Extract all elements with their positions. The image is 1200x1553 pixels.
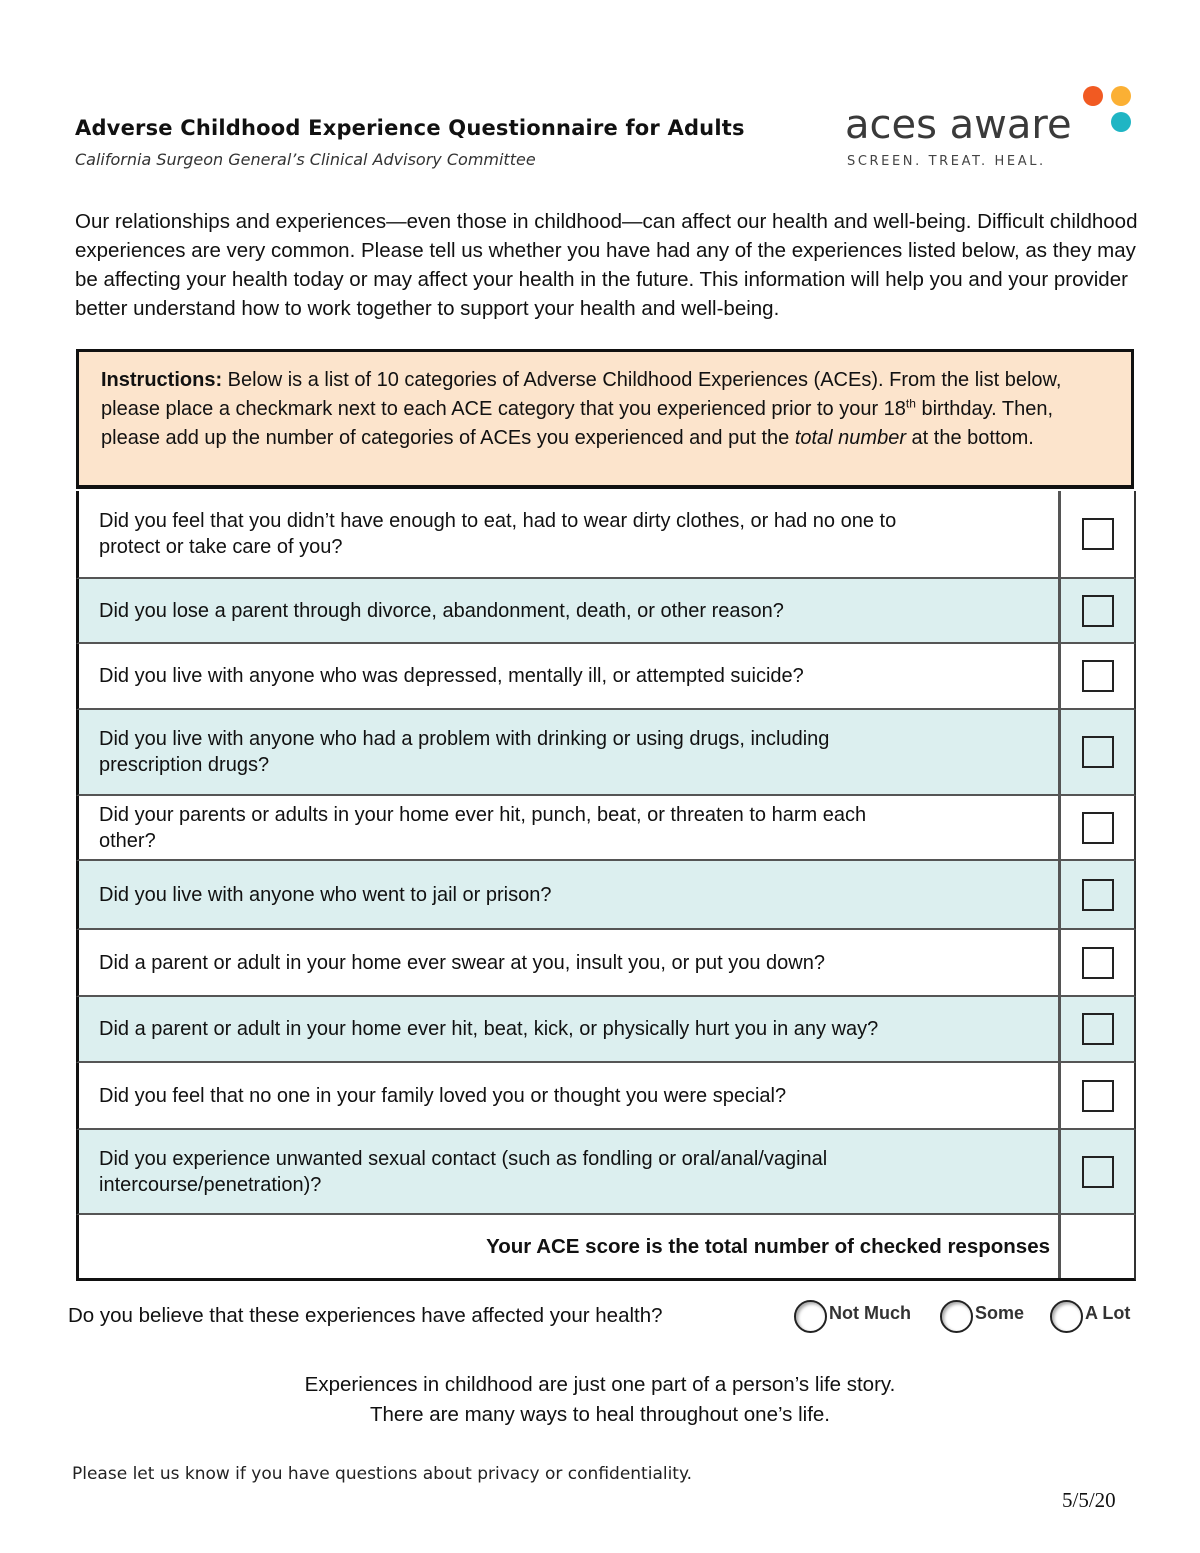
question-text: Did a parent or adult in your home ever hit, beat, kick, or physically hurt you in any way? — [79, 997, 1061, 1061]
question-checkbox[interactable] — [1082, 518, 1114, 550]
question-checkbox[interactable] — [1082, 660, 1114, 692]
question-row — [76, 644, 1136, 710]
question-checkbox[interactable] — [1082, 1080, 1114, 1112]
score-label: Your ACE score is the total number of checked responses — [79, 1215, 1061, 1278]
logo-dot-teal — [1111, 112, 1131, 132]
score-row — [76, 1215, 1136, 1281]
question-text: Did you live with anyone who had a problem with drinking or using drugs, including prescription drugs? — [79, 710, 1061, 794]
question-text: Did you feel that no one in your family loved you or thought you were special? — [79, 1063, 1061, 1128]
question-checkbox[interactable] — [1082, 1013, 1114, 1045]
logo-tagline: SCREEN. TREAT. HEAL. — [847, 154, 1046, 169]
question-checkbox[interactable] — [1082, 736, 1114, 768]
radio-label: Some — [975, 1303, 1025, 1323]
question-text: Did you live with anyone who went to jail or prison? — [79, 861, 1061, 928]
aces-aware-logo — [845, 84, 1145, 184]
question-text: Did your parents or adults in your home ever hit, punch, beat, or threaten to harm each other? — [79, 796, 1061, 859]
instructions-text-3: at the bottom. — [905, 427, 1034, 449]
closing-message — [0, 1370, 1200, 1430]
document-date: 5/5/20 — [1062, 1488, 1116, 1512]
instructions-text-1: Below is a list of 10 categories of Adverse Childhood Experiences (ACEs). From the list below, please place a checkmark next to each ACE category that you experienced prior to your 18 — [101, 369, 1062, 420]
closing-line-1: Experiences in childhood are just one part of a person’s life story. — [304, 1373, 896, 1396]
intro-paragraph: Our relationships and experiences—even those in childhood—can affect our health and well-being. Difficult childhood experiences are very common. Please tell us whether you have had any of the experiences listed below, as they may be affecting your health today or may affect your health in the future. This information will help you and your provider better understand how to work together to support your health and well-being. — [75, 210, 1138, 320]
question-checkbox[interactable] — [1082, 812, 1114, 844]
question-checkbox[interactable] — [1082, 1156, 1114, 1188]
question-checkbox[interactable] — [1082, 879, 1114, 911]
instructions-label: Instructions: — [101, 369, 223, 391]
radio-not-much[interactable] — [794, 1300, 911, 1333]
logo-wordmark: aces aware — [845, 102, 1072, 148]
question-row — [76, 796, 1136, 861]
radio-circle[interactable] — [940, 1300, 973, 1333]
closing-line-2: There are many ways to heal throughout one’s life. — [370, 1403, 830, 1426]
privacy-note: Please let us know if you have questions about privacy or confidentiality. — [72, 1464, 693, 1484]
question-row — [76, 1063, 1136, 1130]
score-input-cell[interactable] — [1061, 1215, 1134, 1278]
instructions-text-2: birthday. Then, please add up the number of categories of ACEs you experienced and put the — [101, 398, 1054, 449]
question-row — [76, 997, 1136, 1063]
question-text: Did a parent or adult in your home ever swear at you, insult you, or put you down? — [79, 930, 1061, 995]
radio-a-lot[interactable] — [1050, 1300, 1130, 1333]
radio-label: A Lot — [1085, 1303, 1131, 1323]
question-text: Did you lose a parent through divorce, abandonment, death, or other reason? — [79, 579, 1061, 642]
radio-label: Not Much — [829, 1303, 911, 1323]
radio-some[interactable] — [940, 1300, 1024, 1333]
instructions-box — [76, 349, 1134, 489]
instructions-sup: th — [905, 396, 916, 411]
logo-dot-orange — [1083, 86, 1103, 106]
radio-circle[interactable] — [1050, 1300, 1083, 1333]
question-checkbox[interactable] — [1082, 947, 1114, 979]
question-row — [76, 861, 1136, 930]
radio-circle[interactable] — [794, 1300, 827, 1333]
question-text: Did you experience unwanted sexual contact (such as fondling or oral/anal/vaginal intercourse/penetration)? — [79, 1130, 1061, 1213]
question-checkbox[interactable] — [1082, 595, 1114, 627]
question-text: Did you live with anyone who was depressed, mentally ill, or attempted suicide? — [79, 644, 1061, 708]
question-row — [76, 930, 1136, 997]
question-row — [76, 579, 1136, 644]
question-row — [76, 1130, 1136, 1215]
instructions-emphasis: total number — [794, 427, 906, 449]
page-title: Adverse Childhood Experience Questionnaire for Adults — [75, 116, 745, 140]
page-subtitle: California Surgeon General’s Clinical Advisory Committee — [75, 150, 536, 169]
health-question: Do you believe that these experiences have affected your health? — [68, 1304, 663, 1327]
logo-dot-yellow — [1111, 86, 1131, 106]
question-row — [76, 491, 1136, 579]
question-text: Did you feel that you didn’t have enough to eat, had to wear dirty clothes, or had no one to protect or take care of you? — [79, 491, 1061, 577]
question-row — [76, 710, 1136, 796]
